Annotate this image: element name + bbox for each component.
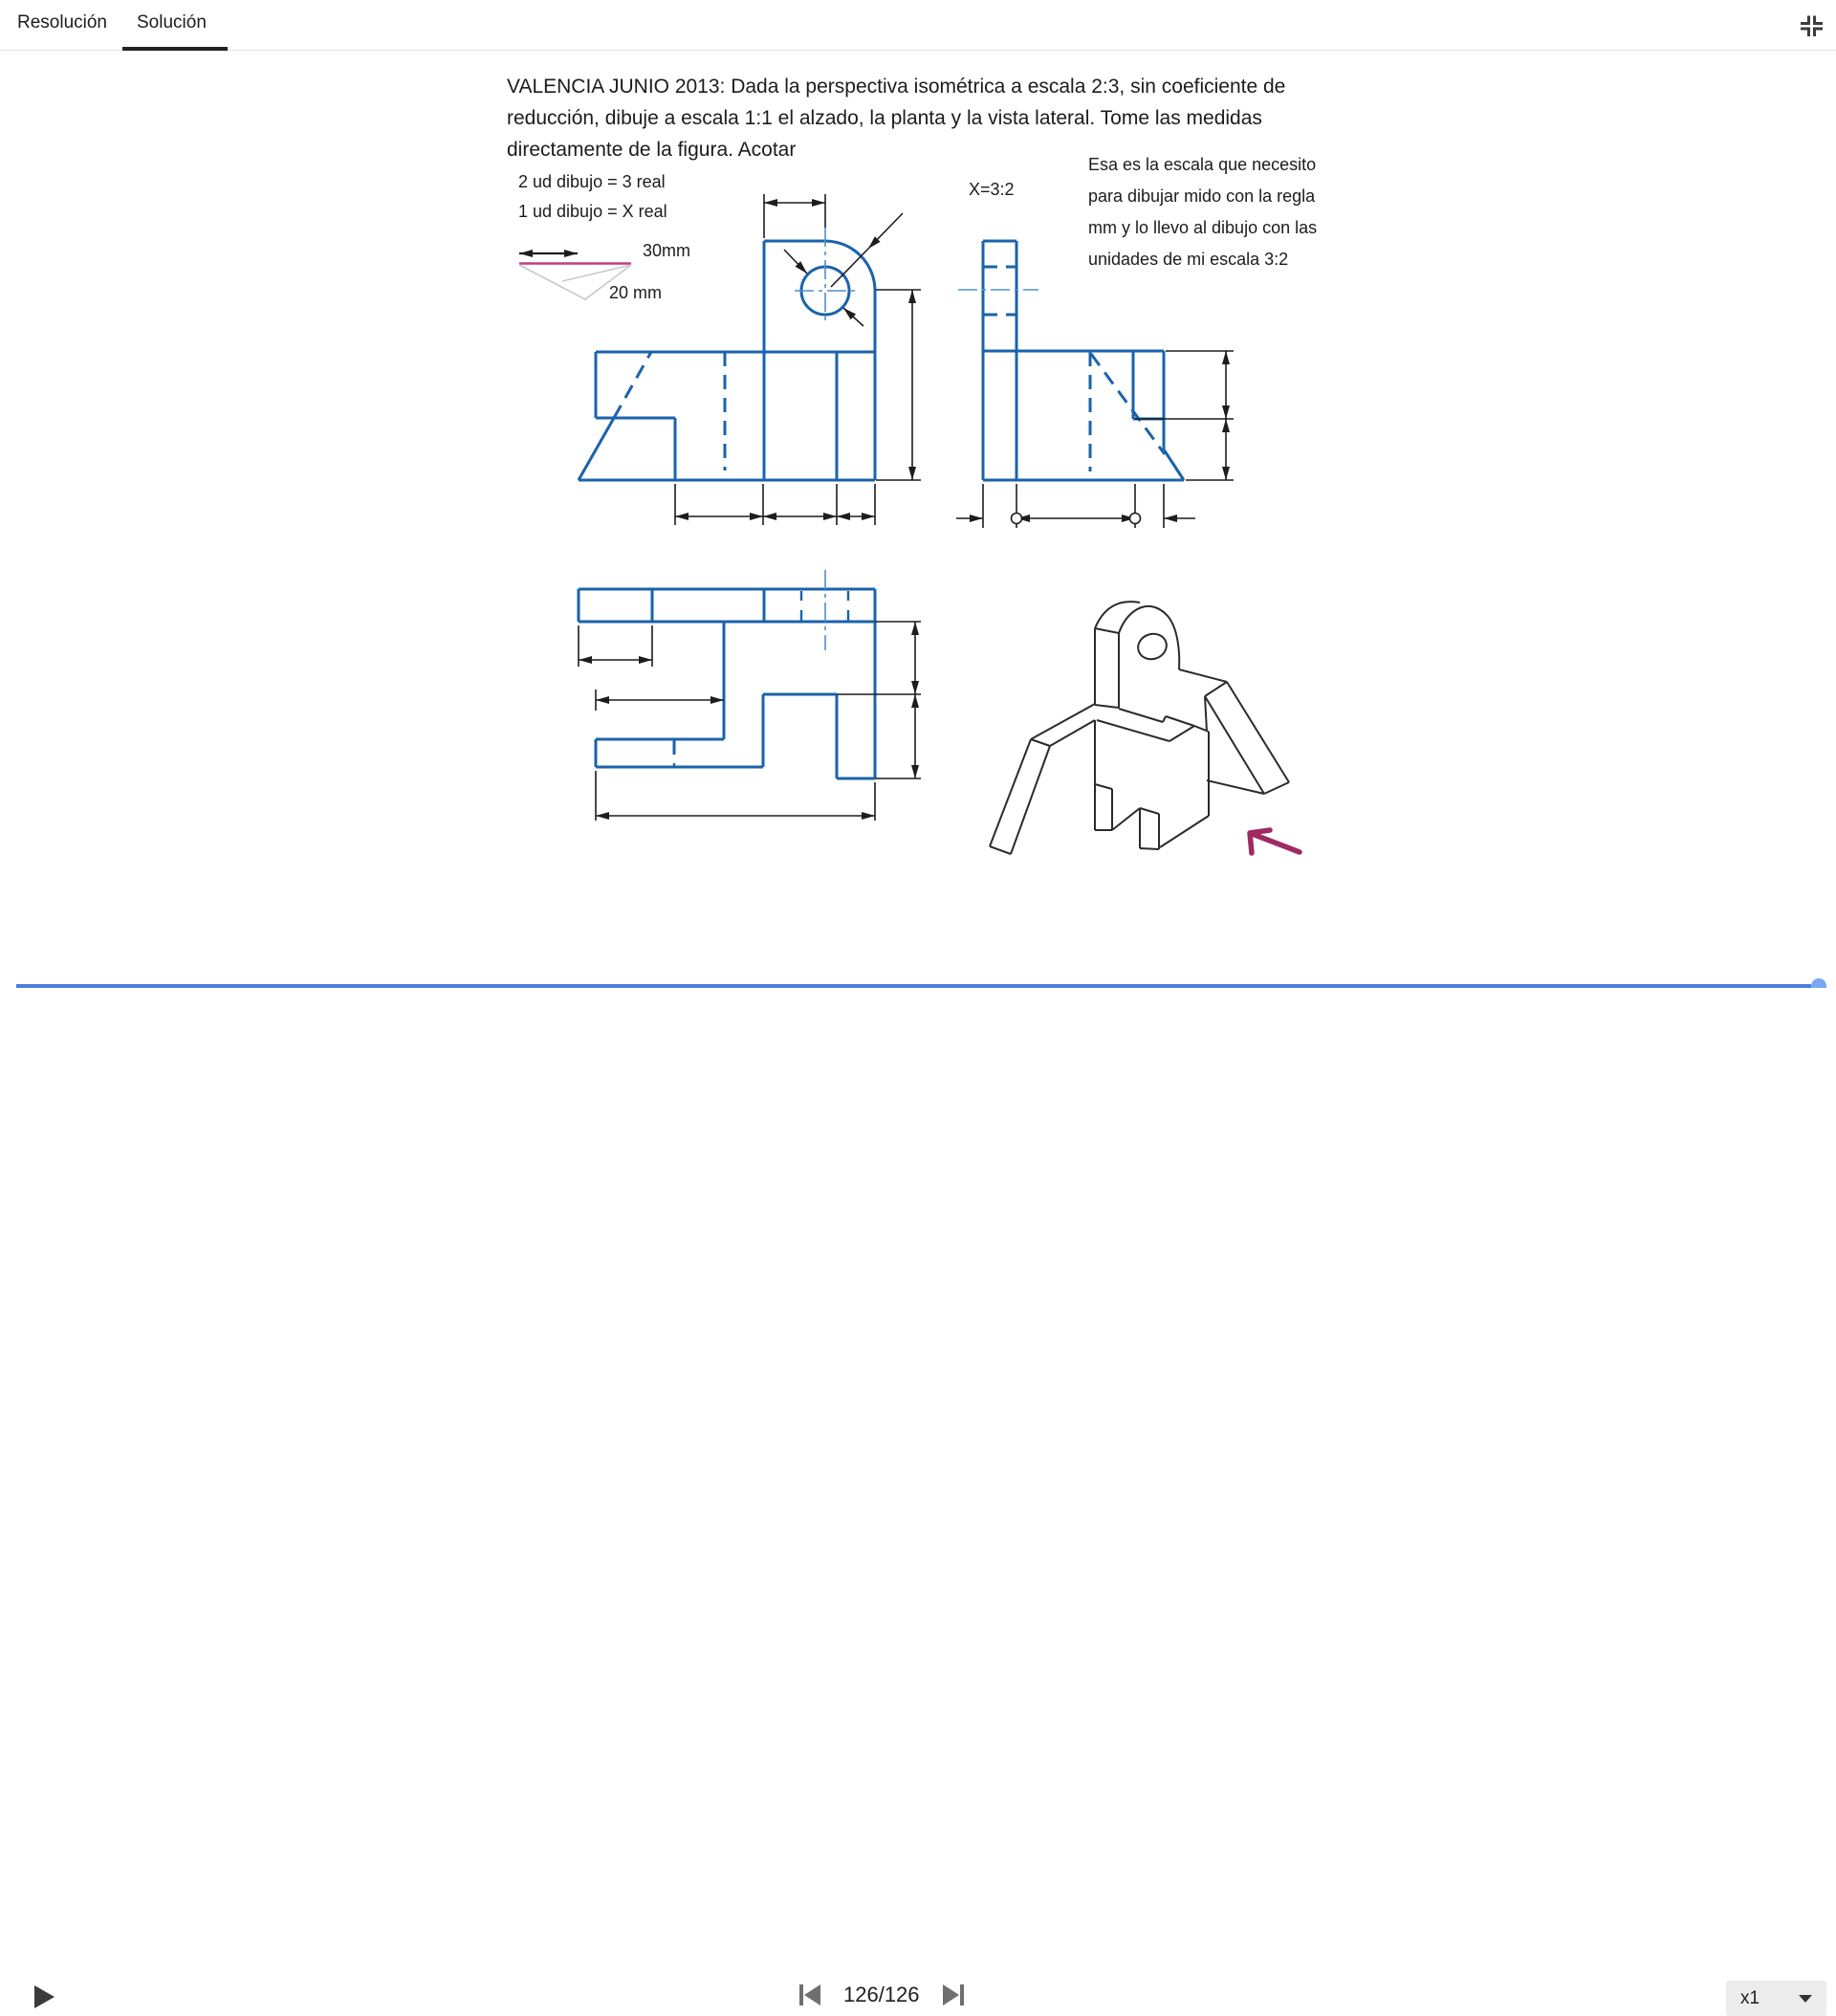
chevron-down-icon — [1799, 1995, 1812, 2003]
ruler-label-30mm: 30mm — [643, 241, 691, 260]
isometric-view — [990, 602, 1289, 854]
title-line-1: VALENCIA JUNIO 2013: Dada la perspectiva isométrica a escala 2:3, sin coeficiente de — [507, 76, 1286, 98]
speed-select[interactable] — [1726, 1981, 1826, 2016]
speed-value: x1 — [1740, 1987, 1760, 2008]
title-line-3: directamente de la figura. Acotar — [507, 139, 797, 161]
page-controls — [798, 1983, 966, 2007]
plan-view — [579, 570, 921, 821]
side-note-line-3: mm y lo llevo al dibujo con las — [1088, 218, 1318, 237]
skip-next-button[interactable] — [941, 1983, 966, 2007]
front-view — [579, 194, 921, 525]
title-line-2: reducción, dibuje a escala 1:1 el alzado, la planta y la vista lateral. Tome las medidas — [507, 107, 1262, 129]
side-note-line-4: unidades de mi escala 3:2 — [1088, 250, 1289, 269]
tab-resolucion[interactable]: Resolución — [17, 12, 107, 33]
side-note-line-1: Esa es la escala que necesito — [1088, 155, 1317, 174]
annotation-arrow — [1250, 830, 1300, 853]
side-note-line-2: para dibujar mido con la regla — [1088, 186, 1316, 206]
scale-equation-2: 1 ud dibujo = X real — [518, 202, 667, 221]
skip-previous-button[interactable] — [798, 1983, 822, 2007]
side-view — [956, 241, 1234, 528]
tab-solucion[interactable]: Solución — [137, 12, 207, 33]
page-indicator: 126/126 — [843, 1983, 920, 2006]
scale-equation-1: 2 ud dibujo = 3 real — [518, 172, 666, 191]
scale-ruler-figure — [519, 253, 631, 299]
player-bar — [0, 988, 1836, 2008]
x-scale-value: X=3:2 — [969, 180, 1015, 199]
ruler-label-20mm: 20 mm — [609, 283, 663, 302]
play-button[interactable] — [32, 1983, 56, 2010]
